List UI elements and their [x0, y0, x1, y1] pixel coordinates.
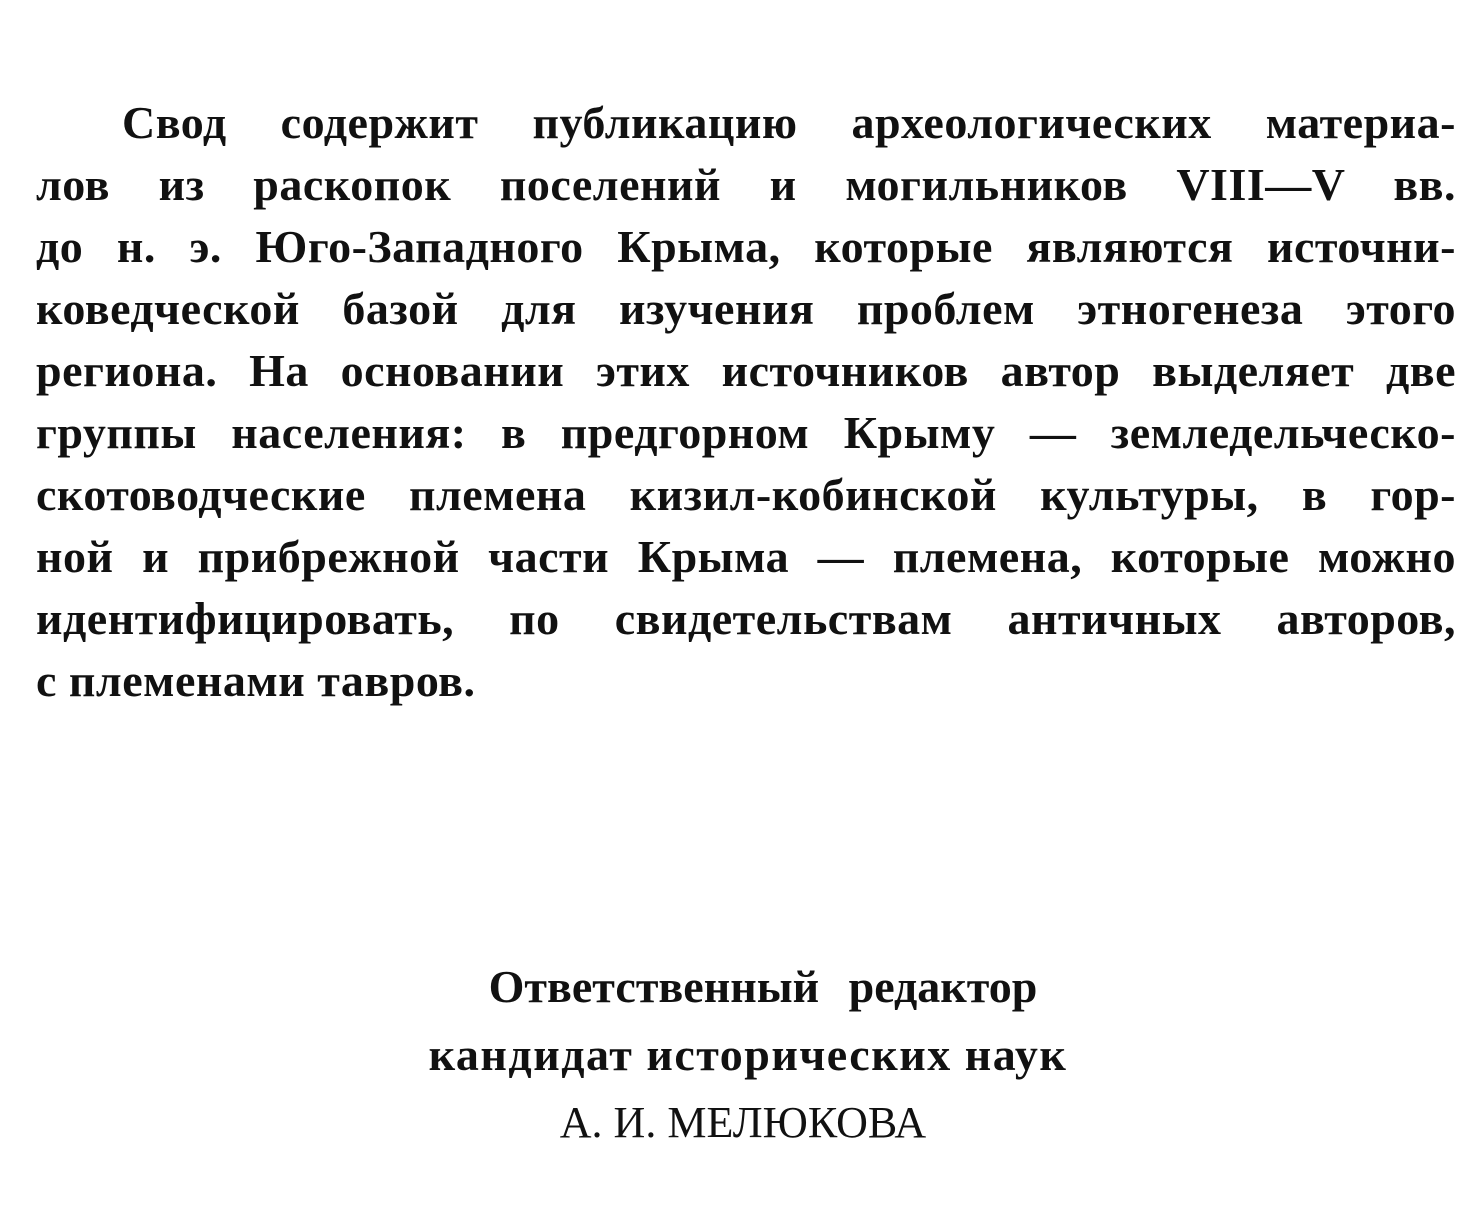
abstract-line: региона. На основании этих источников автор выделяет две	[36, 345, 1456, 396]
editor-credits	[0, 953, 1476, 1157]
abstract-line: Свод содержит публикацию археологических материа-	[122, 97, 1456, 148]
abstract-line: скотоводческие племена кизил-кобинской культуры, в гор-	[36, 469, 1456, 520]
editor-role: Ответственный редактор	[488, 961, 1038, 1012]
abstract-line: ной и прибрежной части Крыма — племена, которые можно	[36, 531, 1456, 582]
abstract-line: группы населения: в предгорном Крыму — земледельческо-	[36, 407, 1456, 458]
abstract-line: с племенами тавров.	[36, 655, 476, 706]
abstract-line: коведческой базой для изучения проблем этногенеза этого	[36, 283, 1456, 334]
editor-name: А. И. МЕЛЮКОВА	[559, 1098, 927, 1147]
abstract-paragraph	[36, 92, 1456, 712]
abstract-line: лов из раскопок поселений и могильников VIII—V вв.	[36, 159, 1456, 210]
abstract-line: до н. э. Юго-Западного Крыма, которые являются источни-	[36, 221, 1456, 272]
abstract-line: идентифицировать, по свидетельствам античных авторов,	[36, 593, 1456, 644]
editor-degree: кандидат исторических наук	[428, 1029, 1068, 1080]
